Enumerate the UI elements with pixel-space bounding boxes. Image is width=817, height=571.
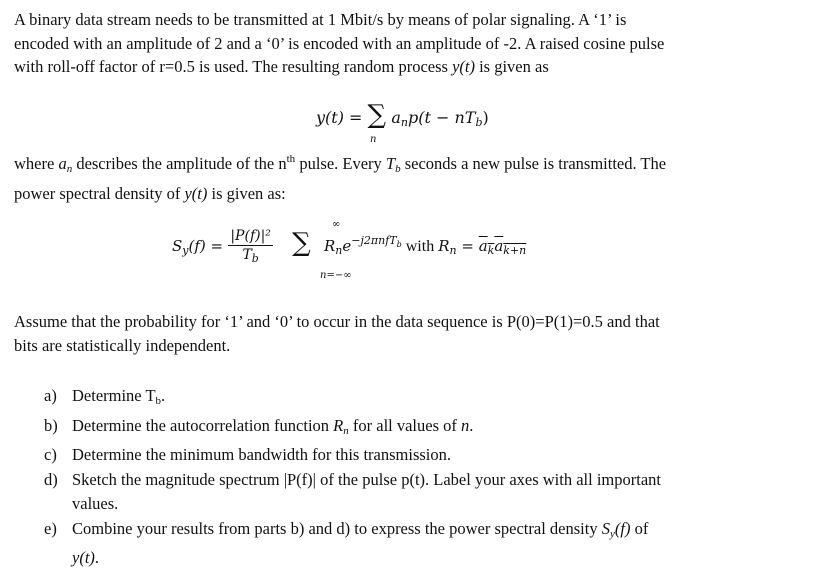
- question-c-label: c): [44, 445, 57, 464]
- question-a-text: Determine T: [72, 386, 156, 405]
- where-mid: describes the amplitude of the n: [72, 154, 287, 173]
- where-an: a: [58, 154, 67, 173]
- where-line-2: [14, 182, 804, 206]
- question-d-text: Sketch the magnitude spectrum |P(f)| of the pulse p(t). Label your axes with all important: [72, 469, 661, 489]
- eq2-denominator: [228, 246, 273, 265]
- eq2-numerator: |P(f)|²: [230, 228, 271, 244]
- intro-line-3-end: is given as: [474, 57, 549, 76]
- question-e-var: y(t): [72, 548, 95, 567]
- question-e-arg: (f): [614, 518, 631, 538]
- question-e-text: Combine your results from parts b) and d) to express the power spectral density: [72, 518, 602, 538]
- eq2-lower-limit: n=−∞: [320, 270, 352, 281]
- eq1-term-sub: n: [400, 116, 408, 129]
- eq1-rest: p(t − nT: [407, 108, 476, 127]
- assume-line-1: Assume that the probability for ‘1’ and ‘0’ to occur in the data sequence is P(0)=P(1)=0.5 and that: [14, 312, 660, 331]
- eq2-eqsign: =: [456, 237, 479, 255]
- eq2-exp-sub: b: [396, 240, 402, 249]
- question-a: [14, 384, 804, 414]
- eq2-lhs: S: [172, 237, 183, 255]
- question-a-end: .: [161, 386, 166, 405]
- question-e-s: S: [601, 518, 610, 538]
- eq2-upper-limit: ∞: [332, 219, 341, 230]
- eq2-lhs-arg: (f) =: [188, 237, 224, 255]
- eq2-ak: a: [478, 237, 488, 255]
- where-mid2: pulse. Every: [295, 154, 386, 173]
- where-tb: T: [385, 154, 396, 173]
- question-e-of: of: [630, 518, 649, 538]
- eq2-rn: R: [438, 237, 450, 255]
- eq1-rest-sub: b: [475, 116, 483, 129]
- eq2-exp: −j2πnfT: [351, 234, 397, 247]
- question-list: [14, 384, 804, 571]
- where-line2-var: y(t): [184, 183, 208, 203]
- eq2-fraction: [228, 228, 273, 265]
- where-pre: where: [14, 154, 59, 173]
- question-e: [14, 517, 804, 571]
- question-a-label: a): [44, 386, 57, 405]
- question-e-end: .: [94, 548, 100, 567]
- eq2-ak-sub: k: [487, 244, 495, 257]
- where-th: th: [286, 153, 296, 165]
- question-b-label: b): [44, 415, 58, 435]
- eq2-sigma: ∑: [292, 228, 311, 258]
- where-line2-post: is given as:: [207, 183, 286, 203]
- intro-line-3: [14, 55, 804, 79]
- question-b-r-sub: n: [343, 424, 349, 437]
- question-c-text: Determine the minimum bandwidth for this transmission.: [72, 445, 451, 464]
- where-line2-pre: power spectral density of: [14, 183, 185, 203]
- process-variable: y(t): [452, 57, 475, 76]
- eq2-den-t: T: [242, 247, 252, 263]
- eq2-den-sub: b: [251, 252, 259, 265]
- question-c: [14, 443, 804, 468]
- question-b-end: .: [469, 415, 474, 435]
- question-d-text2: values.: [72, 494, 119, 513]
- question-d-label: d): [44, 469, 58, 489]
- eq2-lhs-sub: y: [182, 244, 189, 257]
- intro-paragraph: [14, 8, 804, 79]
- eq2-expectation: [479, 236, 527, 255]
- eq2-akn-sub: k+n: [503, 244, 527, 257]
- eq2-akn: a: [494, 237, 504, 255]
- where-tb-sub: b: [395, 163, 401, 175]
- where-an-sub: n: [66, 163, 73, 175]
- question-d: [14, 468, 804, 517]
- eq2-r: R: [323, 237, 336, 255]
- intro-line-3-text: with roll-off factor of r=0.5 is used. The resulting random process: [14, 57, 453, 76]
- where-paragraph: [14, 148, 804, 205]
- where-post: seconds a new pulse is transmitted. The: [400, 154, 667, 173]
- question-e-s-sub: y: [609, 527, 615, 540]
- intro-line-2: encoded with an amplitude of 2 and a ‘0’ is encoded with an amplitude of -2. A raised cosine pulse: [14, 33, 665, 53]
- eq2-rn-sub: n: [449, 244, 457, 257]
- question-b-text: Determine the autocorrelation function: [72, 415, 334, 435]
- eq1-index: n: [370, 134, 377, 145]
- eq1-term: a: [391, 108, 401, 127]
- eq2-with: with: [401, 238, 439, 255]
- equation-psd: [172, 228, 526, 265]
- intro-line-1: A binary data stream needs to be transmitted at 1 Mbit/s by means of polar signaling. A ‘1’ is: [14, 10, 627, 29]
- question-b-n: n: [461, 415, 470, 435]
- question-a-sub: b: [155, 395, 162, 407]
- eq1-lhs: y(t) =: [316, 108, 368, 127]
- question-b-text2: for all values of: [348, 415, 462, 435]
- question-b: [14, 414, 804, 444]
- where-line-1: [14, 148, 804, 182]
- eq2-exp-base: e: [342, 237, 352, 255]
- eq1-sigma: ∑: [367, 100, 387, 130]
- assume-line-2: bits are statistically independent.: [14, 335, 231, 355]
- eq1-close: ): [482, 108, 489, 127]
- assume-paragraph: [14, 310, 804, 357]
- eq2-r-sub: n: [335, 244, 343, 257]
- equation-process: [316, 102, 489, 129]
- question-e-label: e): [44, 518, 57, 538]
- question-b-r: R: [333, 415, 344, 435]
